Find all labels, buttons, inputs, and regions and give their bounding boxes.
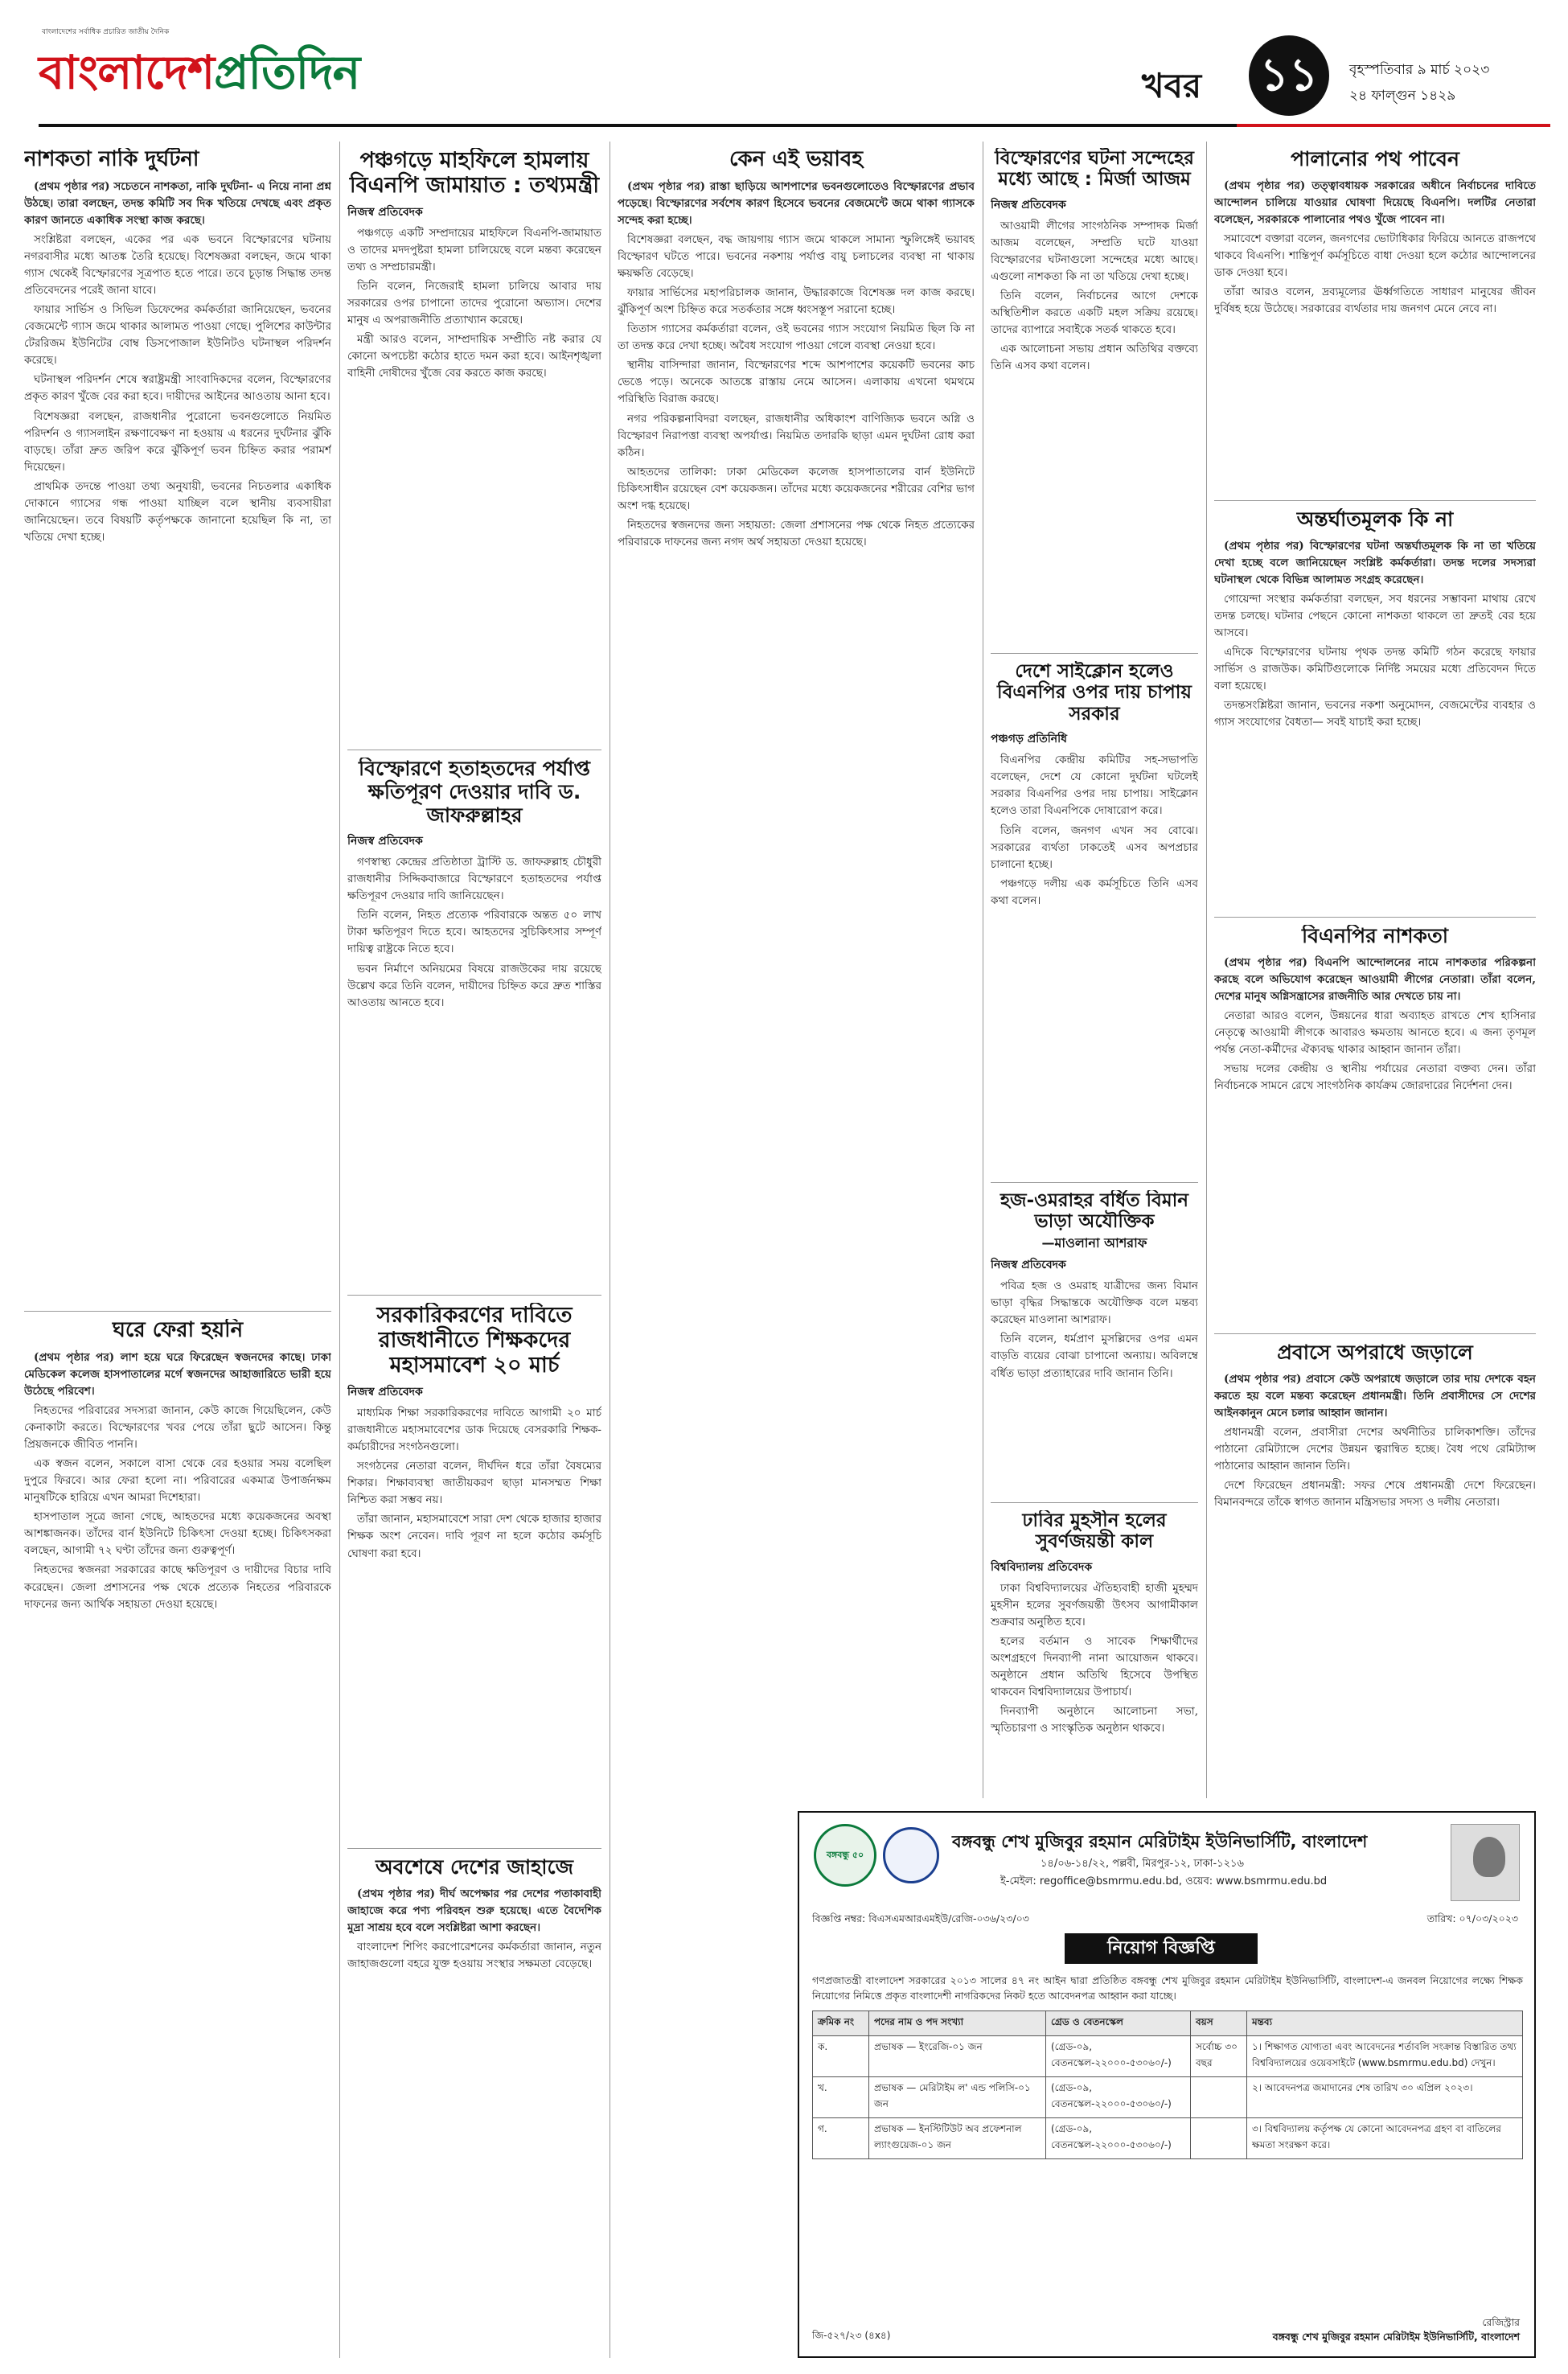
- article-body: [347, 1405, 601, 1562]
- article-paragraph: সভায় দলের কেন্দ্রীয় ও স্থানীয় পর্যায়ের নেতারা বক্তব্য দেন। তাঁরা নির্বাচনকে সামনে রেখে সাংগঠনিক কার্যক্রম জোরদারের নির্দেশনা দেন।: [1214, 1062, 1536, 1093]
- article-headline: ঘরে ফেরা হয়নি: [112, 1319, 244, 1342]
- masthead: [14, 11, 1554, 140]
- table-cell: খ.: [813, 2077, 869, 2118]
- university-emblem-icon: [814, 1824, 876, 1887]
- article-headline: বিএনপির নাশকতা: [1301, 925, 1449, 947]
- article-paragraph: আহতদের তালিকা: ঢাকা মেডিকেল কলেজ হাসপাতালের বার্ন ইউনিটে চিকিৎসাধীন রয়েছেন বেশ কয়েকজন। তাঁদের মধ্যে কয়েকজনের শরীরের বেশির ভাগ অংশ দগ্ধ হয়েছে।: [618, 465, 975, 512]
- table-cell: প্রভাষক — ইংরেজি-০১ জন: [869, 2036, 1046, 2077]
- article-paragraph: বাংলাদেশ শিপিং করপোরেশনের কর্মকর্তারা জানান, নতুন জাহাজগুলো বহরে যুক্ত হওয়ায় সংস্থার সক্ষমতা বেড়েছে।: [347, 1940, 601, 1970]
- article-bnp-nashkota[interactable]: [1214, 925, 1536, 1327]
- article-headline: বিস্ফোরণে হতাহতদের পর্যাপ্ত ক্ষতিপূরণ দেওয়ার দাবি ড. জাফরুল্লাহর: [359, 758, 590, 827]
- portrait-silhouette-icon: [1473, 1837, 1505, 1877]
- article-paragraph: (প্রথম পৃষ্ঠার পর) তত্ত্বাবধায়ক সরকারের অধীনে নির্বাচনের দাবিতে আন্দোলন চালিয়ে যাওয়ার ঘোষণা দিয়েছে বিএনপি। দলটির নেতারা বলেছেন, সরকারকে পালানোর পথও খুঁজে পাবেন না।: [1214, 179, 1536, 226]
- logo-green-part: প্রতিদিন: [214, 45, 360, 100]
- article-headline: পালানোর পথ পাবেন: [1291, 148, 1459, 170]
- article-paragraph: (প্রথম পৃষ্ঠার পর) সচেতনে নাশকতা, নাকি দুর্ঘটনা- এ নিয়ে নানা প্রশ্ন উঠছে। তারা বলছেন, তদন্ত কমিটি সব দিক খতিয়ে দেখছে এবং প্রকৃত কারণ জানতে একাধিক সংস্থা কাজ করছে।: [24, 179, 331, 227]
- article-desher-jahaj[interactable]: [347, 1856, 601, 2355]
- date-bangla: ২৪ ফাল্গুন ১৪২৯: [1349, 88, 1456, 104]
- article-paragraph: তিনি বলেন, নিজেরাই হামলা চালিয়ে আবার দায় সরকারের ওপর চাপানো তাদের পুরোনো অভ্যাস। দেশের মানুষ এ অপরাজনীতি প্রত্যাখ্যান করেছে।: [347, 280, 601, 327]
- article-panchagarh[interactable]: [347, 148, 601, 743]
- article-body: [347, 225, 601, 382]
- column-divider: [339, 142, 340, 2358]
- table-cell: (গ্রেড-০৯, বেতনস্কেল-২২০০০-৫৩০৬০/-): [1046, 2077, 1191, 2118]
- table-row: [813, 2077, 1523, 2118]
- article-paragraph: তিনি বলেন, নির্বাচনের আগে দেশকে অস্থিতিশীল করতে একটি মহল সক্রিয় রয়েছে। তাদের ব্যাপারে সবাইকে সতর্ক থাকতে হবে।: [991, 290, 1198, 337]
- ad-registrar-label: রেজিস্ট্রার: [1482, 2316, 1520, 2328]
- section-title: খবর: [1142, 66, 1202, 105]
- article-headline: অবশেষে দেশের জাহাজে: [376, 1856, 573, 1879]
- table-cell: [1191, 2077, 1247, 2118]
- article-headline: সরকারিকরণের দাবিতে রাজধানীতে শিক্ষকদের মহাসমাবেশ ২০ মার্চ: [376, 1303, 573, 1378]
- article-teachers-rally[interactable]: [347, 1303, 601, 1842]
- article-paragraph: এক স্বজন বলেন, সকালে বাসা থেকে বের হওয়ার সময় বলেছিল দুপুরে ফিরবে। আর ফেরা হলো না। পরিবারের একমাত্র উপার্জনক্ষম মানুষটিকে হারিয়ে এখন আমরা দিশেহারা।: [24, 1457, 331, 1505]
- table-cell: প্রভাষক — ইনস্টিটিউট অব প্রফেশনাল ল্যাংগুয়েজ-০১ জন: [869, 2118, 1046, 2159]
- article-paragraph: হাসপাতাল সূত্রে জানা গেছে, আহতদের মধ্যে কয়েকজনের অবস্থা আশঙ্কাজনক। তাঁদের বার্ন ইউনিটে চিকিৎসা দেওয়া হচ্ছে। চিকিৎসকরা বলছেন, আগামী ৭২ ঘণ্টা তাঁদের জন্য গুরুত্বপূর্ণ।: [24, 1510, 331, 1558]
- article-paragraph: পঞ্চগড়ে একটি সম্প্রদায়ের মাহফিলে বিএনপি-জামায়াত ও তাদের মদদপুষ্টরা হামলা চালিয়েছে বলে মন্তব্য করেছেন তথ্য ও সম্প্রচারমন্ত্রী।: [347, 227, 601, 274]
- article-ontorghat[interactable]: [1214, 508, 1536, 910]
- article-mirza-azam[interactable]: [991, 148, 1198, 647]
- article-byline: নিজস্ব প্রতিবেদক: [991, 1259, 1066, 1272]
- article-byline: নিজস্ব প্রতিবেদক: [347, 835, 423, 848]
- article-paragraph: (প্রথম পৃষ্ঠার পর) রাস্তা ছাড়িয়ে আশপাশের ভবনগুলোতেও বিস্ফোরণের প্রভাব পড়েছে। বিস্ফোরণের সর্বশেষ কারণ হিসেবে ভবনের বেজমেন্টে জমে থাকা গ্যাসকে সন্দেহ করা হচ্ছে।: [618, 179, 975, 227]
- article-body: [991, 1278, 1198, 1382]
- article-paragraph: মাধ্যমিক শিক্ষা সরকারিকরণের দাবিতে আগামী ২০ মার্চ রাজধানীতে মহাসমাবেশের ডাক দিয়েছে বেসরকারি শিক্ষক-কর্মচারীদের সংগঠনগুলো।: [347, 1407, 601, 1454]
- article-keno-ei-voyaboho[interactable]: [618, 148, 975, 1797]
- article-paragraph: সমাবেশে বক্তারা বলেন, জনগণের ভোটাধিকার ফিরিয়ে আনতে রাজপথে থাকবে বিএনপি। শান্তিপূর্ণ কর্মসূচিতে বাধা দেওয়া হলে কঠোর আন্দোলনের ডাক দেওয়া হবে।: [1214, 232, 1536, 279]
- article-body: [991, 218, 1198, 375]
- column-divider: [1206, 142, 1207, 1798]
- table-cell: ৩। বিশ্ববিদ্যালয় কর্তৃপক্ষ যে কোনো আবেদনপত্র গ্রহণ বা বাতিলের ক্ষমতা সংরক্ষণ করে।: [1247, 2118, 1523, 2159]
- article-headline: বিস্ফোরণের ঘটনা সন্দেহের মধ্যে আছে : মির্জা আজম: [995, 148, 1194, 191]
- article-paragraph: নিহতদের স্বজনরা সরকারের কাছে ক্ষতিপূরণ ও দায়ীদের বিচার দাবি করেছেন। জেলা প্রশাসনের পক্ষ থেকে প্রত্যেক নিহতের পরিবারকে দাফনের জন্য আর্থিক সহায়তা দেওয়া হয়েছে।: [24, 1563, 331, 1611]
- article-body: [991, 752, 1198, 909]
- article-paragraph: স্থানীয় বাসিন্দারা জানান, বিস্ফোরণের শব্দে আশপাশের কয়েকটি ভবনের কাচ ভেঙে পড়ে। অনেকে আতঙ্কে রাস্তায় নেমে আসেন। এলাকায় এখনো থমথমে পরিস্থিতি বিরাজ করছে।: [618, 359, 975, 406]
- table-header: গ্রেড ও বেতনস্কেল: [1046, 2011, 1191, 2036]
- article-paragraph: নিহতদের পরিবারের সদস্যরা জানান, কেউ কাজে গিয়েছিলেন, কেউ কেনাকাটা করতে। বিস্ফোরণের খবর পেয়ে তাঁরা ছুটে আসেন। কিন্তু প্রিয়জনকে জীবিত পাননি।: [24, 1404, 331, 1452]
- article-paragraph: তিনি বলেন, ধর্মপ্রাণ মুসল্লিদের ওপর এমন বাড়তি ব্যয়ের বোঝা চাপানো অন্যায়। অবিলম্বে বর্ধিত ভাড়া প্রত্যাহারের দাবি জানান তিনি।: [991, 1333, 1198, 1380]
- article-headline: নাশকতা নাকি দুর্ঘটনা: [24, 148, 199, 171]
- article-paragraph: বিশেষজ্ঞরা বলছেন, বদ্ধ জায়গায় গ্যাস জমে থাকলে সামান্য স্ফুলিঙ্গেই ভয়াবহ বিস্ফোরণ ঘটতে পারে। ভবনের নকশায় পর্যাপ্ত বায়ু চলাচলের ব্যবস্থা না থাকায় ক্ষয়ক্ষতি বেড়েছে।: [618, 233, 975, 281]
- article-byline: বিশ্ববিদ্যালয় প্রতিবেদক: [991, 1560, 1093, 1574]
- article-nashkota[interactable]: [24, 148, 331, 1306]
- article-paragraph: (প্রথম পৃষ্ঠার পর) দীর্ঘ অপেক্ষার পর দেশের পতাকাবাহী জাহাজে করে পণ্য পরিবহন শুরু হয়েছে। এতে বৈদেশিক মুদ্রা সাশ্রয় হবে বলে সংশ্লিষ্টরা আশা করছেন।: [347, 1887, 601, 1934]
- article-paragraph: পঞ্চগড়ে দলীয় এক কর্মসূচিতে তিনি এসব কথা বলেন।: [991, 877, 1198, 907]
- article-body: [991, 1580, 1198, 1737]
- table-header-row: [813, 2011, 1523, 2036]
- article-paragraph: (প্রথম পৃষ্ঠার পর) বিস্ফোরণের ঘটনা অন্তর্ঘাতমূলক কি না তা খতিয়ে দেখা হচ্ছে বলে জানিয়েছেন সংশ্লিষ্ট কর্মকর্তারা। তদন্ত দলের সদস্যরা ঘটনাস্থল থেকে বিভিন্ন আলামত সংগ্রহ করেছেন।: [1214, 539, 1536, 586]
- article-headline: পঞ্চগড়ে মাহফিলে হামলায় বিএনপি জামায়াত : তথ্যমন্ত্রী: [349, 148, 600, 199]
- table-header: ক্রমিক নং: [813, 2011, 869, 2036]
- masthead-rule-red: [1237, 124, 1550, 127]
- ad-title: বঙ্গবন্ধু শেখ মুজিবুর রহমান মেরিটাইম ইউনিভার্সিটি, বাংলাদেশ: [952, 1832, 1368, 1851]
- article-probase-oporadh[interactable]: [1214, 1341, 1536, 1797]
- article-palanor-poth[interactable]: [1214, 148, 1536, 494]
- article-byline: পঞ্চগড় প্রতিনিধি: [991, 733, 1067, 746]
- article-byline: নিজস্ব প্রতিবেদক: [991, 198, 1066, 212]
- table-cell: ২। আবেদনপত্র জমাদানের শেষ তারিখ ৩০ এপ্রিল ২০২৩।: [1247, 2077, 1523, 2118]
- article-paragraph: বিএনপির কেন্দ্রীয় কমিটির সহ-সভাপতি বলেছেন, দেশে যে কোনো দুর্ঘটনা ঘটলেই সরকার বিএনপির ওপর দায় চাপায়। সাইক্লোন হলেও তারা বিএনপিকে দোষারোপ করে।: [991, 754, 1198, 818]
- article-paragraph: (প্রথম পৃষ্ঠার পর) প্রবাসে কেউ অপরাধে জড়ালে তার দায় দেশকে বহন করতে হয় বলে মন্তব্য করেছেন প্রধানমন্ত্রী। তিনি প্রবাসীদের সে দেশের আইনকানুন মেনে চলার আহ্বান জানান।: [1214, 1372, 1536, 1419]
- article-body: [1214, 178, 1536, 318]
- date-english: বৃহস্পতিবার ৯ মার্চ ২০২৩: [1349, 62, 1490, 78]
- row-divider: [24, 1311, 331, 1312]
- table-row: [813, 2036, 1523, 2077]
- recruitment-table: [812, 2011, 1523, 2159]
- article-headline: কেন এই ভয়াবহ: [729, 148, 864, 171]
- article-headline: অন্তর্ঘাতমূলক কি না: [1296, 508, 1454, 531]
- article-paragraph: গণস্বাস্থ্য কেন্দ্রের প্রতিষ্ঠাতা ট্রাস্টি ড. জাফরুল্লাহ চৌধুরী রাজধানীর সিদ্দিকবাজারে বিস্ফোরণে হতাহতদের পর্যাপ্ত ক্ষতিপূরণ দেওয়ার দাবি জানিয়েছেন।: [347, 856, 601, 903]
- article-paragraph: সংগঠনের নেতারা বলেন, দীর্ঘদিন ধরে তাঁরা বৈষম্যের শিকার। শিক্ষাব্যবস্থা জাতীয়করণ ছাড়া মানসম্মত শিক্ষা নিশ্চিত করা সম্ভব নয়।: [347, 1460, 601, 1507]
- article-paragraph: দেশে ফিরেছেন প্রধানমন্ত্রী: সফর শেষে প্রধানমন্ত্রী দেশে ফিরেছেন। বিমানবন্দরে তাঁকে স্বাগত জানান মন্ত্রিসভার সদস্য ও দলীয় নেতারা।: [1214, 1479, 1536, 1509]
- row-divider: [1214, 1333, 1536, 1334]
- article-muhsin-hall[interactable]: [991, 1510, 1198, 1797]
- ad-address: ১৪/০৬-১৪/২২, পল্লবী, মিরপুর-১২, ঢাকা-১২১৬: [1041, 1858, 1244, 1870]
- article-paragraph: তাঁরা আরও বলেন, দ্রব্যমূল্যের ঊর্ধ্বগতিতে সাধারণ মানুষের জীবন দুর্বিষহ হয়ে উঠেছে। সরকারের ব্যর্থতার দায় জনগণ মেনে নেবে না।: [1214, 285, 1536, 316]
- logo-red-part: বাংলাদেশ: [39, 45, 215, 100]
- article-body: [24, 179, 331, 546]
- article-paragraph: ফায়ার সার্ভিসের মহাপরিচালক জানান, উদ্ধারকাজে বিশেষজ্ঞ দল কাজ করছে। ঝুঁকিপূর্ণ অংশ চিহ্নিত করে সতর্কতার সঙ্গে ধ্বংসস্তূপ সরানো হচ্ছে।: [618, 286, 975, 317]
- article-paragraph: হলের বর্তমান ও সাবেক শিক্ষার্থীদের অংশগ্রহণে দিনব্যাপী নানা আয়োজন থাকবে। অনুষ্ঠানে প্রধান অতিথি হিসেবে উপস্থিত থাকবেন বিশ্ববিদ্যালয়ের উপাচার্য।: [991, 1635, 1198, 1699]
- table-cell: ক.: [813, 2036, 869, 2077]
- article-paragraph: ঘটনাস্থল পরিদর্শন শেষে স্বরাষ্ট্রমন্ত্রী সাংবাদিকদের বলেন, বিস্ফোরণের প্রকৃত কারণ খুঁজে বের করা হবে। দায়ীদের আইনের আওতায় আনা হবে।: [24, 373, 331, 404]
- logo-tagline: বাংলাদেশের সর্বাধিক প্রচারিত জাতীয় দৈনিক: [42, 28, 170, 36]
- article-paragraph: মন্ত্রী আরও বলেন, সাম্প্রদায়িক সম্প্রীতি নষ্ট করার যে কোনো অপচেষ্টা কঠোর হাতে দমন করা হবে। আইনশৃঙ্খলা বাহিনী দোষীদের খুঁজে বের করতে কাজ করছে।: [347, 333, 601, 380]
- logo[interactable]: [39, 37, 359, 115]
- page-number: ১১: [1249, 35, 1329, 116]
- article-paragraph: (প্রথম পৃষ্ঠার পর) বিএনপি আন্দোলনের নামে নাশকতার পরিকল্পনা করছে বলে অভিযোগ করেছেন আওয়ামী লীগের নেতারা। তাঁরা বলেন, দেশের মানুষ অগ্নিসন্ত্রাসের রাজনীতি আর দেখতে চায় না।: [1214, 955, 1536, 1003]
- table-cell: (গ্রেড-০৯, বেতনস্কেল-২২০০০-৫৩০৬০/-): [1046, 2036, 1191, 2077]
- article-paragraph: সংশ্লিষ্টরা বলছেন, একের পর এক ভবনে বিস্ফোরণের ঘটনায় নগরবাসীর মধ্যে আতঙ্ক তৈরি হয়েছে। বিশেষজ্ঞরা বলছেন, জমে থাকা গ্যাস থেকেই বিস্ফোরণের সূত্রপাত হতে পারে। তবে চূড়ান্ত সিদ্ধান্ত তদন্ত প্রতিবেদনের পরেই জানা যাবে।: [24, 233, 331, 298]
- job-advertisement[interactable]: [798, 1811, 1536, 2358]
- article-paragraph: নিহতদের স্বজনদের জন্য সহায়তা: জেলা প্রশাসনের পক্ষ থেকে নিহত প্রত্যেকের পরিবারকে দাফনের জন্য নগদ অর্থ সহায়তা দেওয়া হয়েছে।: [618, 518, 975, 548]
- row-divider: [991, 1182, 1198, 1183]
- article-paragraph: ঢাকা বিশ্ববিদ্যালয়ের ঐতিহ্যবাহী হাজী মুহম্মদ মুহসীন হলের সুবর্ণজয়ন্তী উৎসব আগামীকাল শুক্রবার অনুষ্ঠিত হবে।: [991, 1581, 1198, 1629]
- ad-code: জি-৫২৭/২৩ (৪x৪): [812, 2330, 891, 2341]
- article-hajj-fare[interactable]: [991, 1190, 1198, 1496]
- anniversary-logo-icon: [883, 1827, 939, 1883]
- article-body: [347, 854, 601, 1011]
- row-divider: [991, 1502, 1198, 1503]
- article-paragraph: তিতাস গ্যাসের কর্মকর্তারা বলেন, ওই ভবনের গ্যাস সংযোগ নিয়মিত ছিল কি না তা তদন্ত করে দেখা হচ্ছে। অবৈধ সংযোগ পাওয়া গেলে ব্যবস্থা নেওয়া হবে।: [618, 322, 975, 353]
- article-paragraph: তদন্তসংশ্লিষ্টরা জানান, ভবনের নকশা অনুমোদন, বেজমেন্টের ব্যবহার ও গ্যাস সংযোগের বৈধতা— সবই যাচাই করা হচ্ছে।: [1214, 699, 1536, 729]
- article-paragraph: তিনি বলেন, নিহত প্রত্যেক পরিবারকে অন্তত ৫০ লাখ টাকা ক্ষতিপূরণ দিতে হবে। আহতদের সুচিকিৎসার সম্পূর্ণ দায়িত্ব রাষ্ট্রকে নিতে হবে।: [347, 909, 601, 956]
- row-divider: [1214, 917, 1536, 918]
- article-paragraph: নেতারা আরও বলেন, উন্নয়নের ধারা অব্যাহত রাখতে শেখ হাসিনার নেতৃত্বে আওয়ামী লীগকে আবারও ক্ষমতায় আনতে হবে। এ জন্য তৃণমূল পর্যন্ত নেতা-কর্মীদের ঐক্যবদ্ধ থাকার আহ্বান জানান তাঁরা।: [1214, 1008, 1536, 1056]
- article-paragraph: ভবন নির্মাণে অনিয়মের বিষয়ে রাজউকের দায় রয়েছে উল্লেখ করে তিনি বলেন, দায়ীদের চিহ্নিত করে দ্রুত শাস্তির আওতায় আনতে হবে।: [347, 962, 601, 1009]
- article-body: [1214, 1371, 1536, 1511]
- article-cyclone[interactable]: [991, 661, 1198, 1176]
- article-body: [24, 1349, 331, 1613]
- table-cell: গ.: [813, 2118, 869, 2159]
- article-paragraph: তিনি বলেন, জনগণ এখন সব বোঝে। সরকারের ব্যর্থতা ঢাকতেই এসব অপপ্রচার চালানো হচ্ছে।: [991, 824, 1198, 871]
- row-divider: [991, 653, 1198, 654]
- emblem-text: বঙ্গবন্ধু ৫০: [826, 1849, 864, 1860]
- table-header: পদের নাম ও পদ সংখ্যা: [869, 2011, 1046, 2036]
- article-paragraph: দিনব্যাপী অনুষ্ঠানে আলোচনা সভা, স্মৃতিচারণা ও সাংস্কৃতিক অনুষ্ঠান থাকবে।: [991, 1705, 1198, 1735]
- ad-notice-title: নিয়োগ বিজ্ঞপ্তি: [1065, 1933, 1258, 1964]
- table-cell: [1191, 2118, 1247, 2159]
- article-paragraph: (প্রথম পৃষ্ঠার পর) লাশ হয়ে ঘরে ফিরেছেন স্বজনদের কাছে। ঢাকা মেডিকেল কলেজ হাসপাতালের মর্গে স্বজনদের আহাজারিতে ভারী হয়ে উঠেছে পরিবেশ।: [24, 1350, 331, 1398]
- article-body: [1214, 955, 1536, 1095]
- article-paragraph: বিশেষজ্ঞরা বলছেন, রাজধানীর পুরোনো ভবনগুলোতে নিয়মিত পরিদর্শন ও গ্যাসলাইন রক্ষণাবেক্ষণ না হওয়ায় এ ধরনের দুর্ঘটনার ঝুঁকি বাড়ছে। তাঁরা দ্রুত জরিপ করে ঝুঁকিপূর্ণ ভবন চিহ্নিত করার পরামর্শ দিয়েছেন।: [24, 409, 331, 474]
- article-headline: দেশে সাইক্লোন হলেও বিএনপির ওপর দায় চাপায় সরকার: [997, 661, 1192, 725]
- table-cell: সর্বোচ্চ ৩০ বছর: [1191, 2036, 1247, 2077]
- table-cell: ১। শিক্ষাগত যোগ্যতা এবং আবেদনের শর্তাবলি সংক্রান্ত বিস্তারিত তথ্য বিশ্ববিদ্যালয়ের ওয়েবসাইটে (www.bsmrmu.edu.bd) দেখুন।: [1247, 2036, 1523, 2077]
- row-divider: [1214, 500, 1536, 501]
- article-paragraph: পবিত্র হজ ও ওমরাহ যাত্রীদের জন্য বিমান ভাড়া বৃদ্ধির সিদ্ধান্তকে অযৌক্তিক বলে মন্তব্য করেছেন মাওলানা আশরাফ।: [991, 1279, 1198, 1327]
- article-body: [347, 1886, 601, 1973]
- table-row: [813, 2118, 1523, 2159]
- article-subhead: —মাওলানা আশরাফ: [1041, 1234, 1147, 1251]
- article-paragraph: নগর পরিকল্পনাবিদরা বলছেন, রাজধানীর অধিকাংশ বাণিজ্যিক ভবনে অগ্নি ও বিস্ফোরণ নিরাপত্তা ব্যবস্থা অপর্যাপ্ত। নিয়মিত তদারকি ছাড়া এমন দুর্ঘটনা রোধ করা কঠিন।: [618, 412, 975, 459]
- article-body: [1214, 538, 1536, 732]
- article-headline: হজ-ওমরাহর বর্ধিত বিমান ভাড়া অযৌক্তিক: [999, 1190, 1189, 1233]
- article-paragraph: ফায়ার সার্ভিস ও সিভিল ডিফেন্সের কর্মকর্তারা জানিয়েছেন, ভবনের বেজমেন্টে গ্যাস জমে থাকার আলামত পাওয়া গেছে। পুলিশের কাউন্টার টেররিজম ইউনিটের বোম্ব ডিসপোজাল ইউনিটও ঘটনাস্থল পরিদর্শন করেছে।: [24, 303, 331, 368]
- article-byline: নিজস্ব প্রতিবেদক: [347, 206, 423, 220]
- ad-registrar-org: বঙ্গবন্ধু শেখ মুজিবুর রহমান মেরিটাইম ইউনিভার্সিটি, বাংলাদেশ: [1272, 2331, 1520, 2343]
- table-header: মন্তব্য: [1247, 2011, 1523, 2036]
- table-header: বয়স: [1191, 2011, 1247, 2036]
- table-cell: (গ্রেড-০৯, বেতনস্কেল-২২০০০-৫৩০৬০/-): [1046, 2118, 1191, 2159]
- ad-email-web[interactable]: ই-মেইল: regoffice@bsmrmu.edu.bd, ওয়েব: www.bsmrmu.edu.bd: [1000, 1875, 1328, 1887]
- table-cell: প্রভাষক — মেরিটাইম ল' এন্ড পলিসি-০১ জন: [869, 2077, 1046, 2118]
- article-paragraph: গোয়েন্দা সংস্থার কর্মকর্তারা বলছেন, সব ধরনের সম্ভাবনা মাথায় রেখে তদন্ত চলছে। ঘটনার পেছনে কোনো নাশকতা থাকলে তা দ্রুতই বের হয়ে আসবে।: [1214, 592, 1536, 639]
- article-headline: প্রবাসে অপরাধে জড়ালে: [1277, 1341, 1473, 1364]
- ad-intro: গণপ্রজাতন্ত্রী বাংলাদেশ সরকারের ২০১৩ সালের ৪৭ নং আইন দ্বারা প্রতিষ্ঠিত বঙ্গবন্ধু শেখ মুজিবুর রহমান মেরিটাইম ইউনিভার্সিটি, বাংলাদেশ-এ জনবল নিয়োগের লক্ষ্যে শিক্ষক নিয়োগের নিমিত্তে প্রকৃত বাংলাদেশী নাগরিকদের নিকট হতে আবেদনপত্র আহ্বান করা যাচ্ছে।: [812, 1974, 1523, 2002]
- article-headline: ঢাবির মুহসীন হলের সুবর্ণজয়ন্তী কাল: [1022, 1510, 1167, 1553]
- article-paragraph: এদিকে বিস্ফোরণের ঘটনায় পৃথক তদন্ত কমিটি গঠন করেছে ফায়ার সার্ভিস ও রাজউক। কমিটিগুলোকে নির্দিষ্ট সময়ের মধ্যে প্রতিবেদন দিতে বলা হয়েছে।: [1214, 646, 1536, 693]
- article-body: [618, 179, 975, 551]
- row-divider: [347, 1295, 601, 1296]
- article-paragraph: প্রাথমিক তদন্তে পাওয়া তথ্য অনুযায়ী, ভবনের নিচতলার একাধিক দোকানে গ্যাসের গন্ধ পাওয়া যাচ্ছিল বলে স্থানীয় ব্যবসায়ীরা জানিয়েছেন। তবে বিষয়টি কর্তৃপক্ষকে জানানো হয়েছিল কি না, তা খতিয়ে দেখা হচ্ছে।: [24, 479, 331, 544]
- article-byline: নিজস্ব প্রতিবেদক: [347, 1386, 423, 1399]
- article-paragraph: এক আলোচনা সভায় প্রধান অতিথির বক্তব্যে তিনি এসব কথা বলেন।: [991, 343, 1198, 373]
- article-ghore-fera-hoyni[interactable]: [24, 1319, 331, 2356]
- article-paragraph: প্রধানমন্ত্রী বলেন, প্রবাসীরা দেশের অর্থনীতির চালিকাশক্তি। তাঁদের পাঠানো রেমিট্যান্সে দেশের উন্নয়ন ত্বরান্বিত হচ্ছে। বৈধ পথে রেমিট্যান্স পাঠানোর আহ্বান জানান তিনি।: [1214, 1425, 1536, 1472]
- article-paragraph: আওয়ামী লীগের সাংগঠনিক সম্পাদক মির্জা আজম বলেছেন, সম্প্রতি ঘটে যাওয়া বিস্ফোরণের ঘটনাগুলো সন্দেহের মধ্যে আছে। এগুলো নাশকতা কি না তা খতিয়ে দেখা হচ্ছে।: [991, 219, 1198, 284]
- row-divider: [347, 1848, 601, 1849]
- ad-memo-number: বিজ্ঞপ্তি নম্বর: বিএসএমআরএমইউ/রেজি-০৩৬/২৩/০৩: [812, 1912, 1029, 1924]
- ad-date: তারিখ: ০৭/০৩/২০২৩: [1426, 1912, 1518, 1924]
- article-paragraph: তাঁরা জানান, মহাসমাবেশে সারা দেশ থেকে হাজার হাজার শিক্ষক অংশ নেবেন। দাবি পূরণ না হলে কঠোর কর্মসূচি ঘোষণা করা হবে।: [347, 1513, 601, 1560]
- article-zafrullah[interactable]: [347, 758, 601, 1288]
